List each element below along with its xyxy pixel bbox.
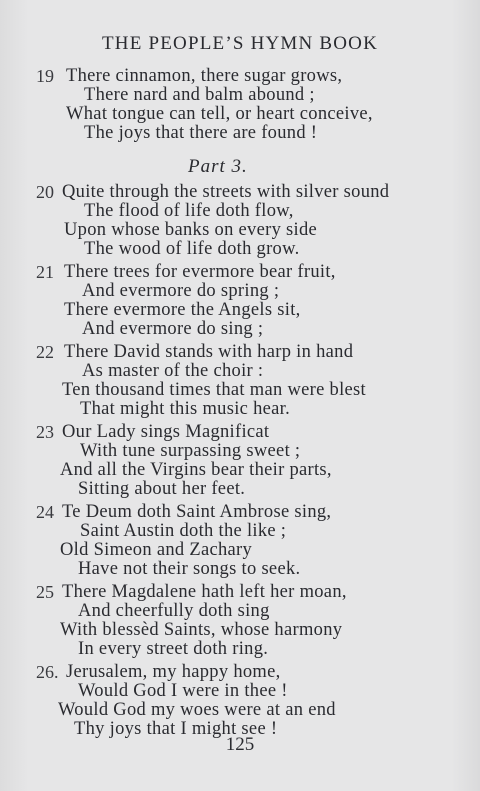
verse-number: 20 [36, 182, 54, 202]
running-header: THE PEOPLE’S HYMN BOOK [101, 33, 379, 54]
verse-line: There evermore the Angels sit, [64, 300, 301, 320]
verse-number: 26. [36, 662, 59, 682]
verse-line: There nard and balm abound ; [84, 85, 315, 105]
verse-line: Saint Austin doth the like ; [80, 521, 287, 541]
verse-line: And cheerfully doth sing [78, 601, 270, 621]
verse-line: Te Deum doth Saint Ambrose sing, [62, 502, 332, 522]
verse-line: And all the Virgins bear their parts, [60, 460, 332, 480]
verse-line: There trees for evermore bear fruit, [64, 262, 336, 282]
verse-line: Ten thousand times that man were blest [62, 380, 366, 400]
verse-line: The flood of life doth flow, [84, 201, 294, 221]
verse-number: 22 [36, 342, 54, 362]
verse-line: As master of the choir : [82, 361, 264, 381]
verse-number: 25 [36, 582, 54, 602]
part-heading: Part 3. [188, 156, 248, 177]
verse-line: Would God my woes were at an end [58, 700, 336, 720]
verse-line: Upon whose banks on every side [64, 220, 318, 240]
verse-line: The wood of life doth grow. [84, 239, 300, 259]
verse-line: In every street doth ring. [78, 639, 269, 659]
verse-line: Thy joys that I might see ! [74, 719, 278, 739]
verse-number: 23 [36, 422, 54, 442]
verse-line: There Magdalene hath left her moan, [62, 582, 347, 602]
verse-line: There David stands with harp in hand [64, 342, 354, 362]
verse-line: And evermore do spring ; [82, 281, 280, 301]
verse-line: Our Lady sings Magnificat [62, 422, 270, 442]
verse-line: Jerusalem, my happy home, [66, 662, 281, 682]
verse-line: There cinnamon, there sugar grows, [66, 66, 343, 86]
verse-line: With tune surpassing sweet ; [80, 441, 301, 461]
verse-number: 19 [36, 66, 54, 86]
verse-line: Sitting about her feet. [78, 479, 246, 499]
page-number: 125 [225, 734, 255, 755]
verse-line: Would God I were in thee ! [78, 681, 288, 701]
verse-line: Quite through the streets with silver sound [62, 182, 390, 202]
verse-line: And evermore do sing ; [82, 319, 264, 339]
verse-line: Old Simeon and Zachary [60, 540, 253, 560]
verse-number: 21 [36, 262, 54, 282]
verse-line: The joys that there are found ! [84, 123, 318, 143]
verse-line: Have not their songs to seek. [78, 559, 301, 579]
verse-line: With blessèd Saints, whose harmony [60, 620, 343, 640]
verse-line: What tongue can tell, or heart conceive, [66, 104, 373, 124]
verse-line: That might this music hear. [80, 399, 291, 419]
verse-number: 24 [36, 502, 54, 522]
